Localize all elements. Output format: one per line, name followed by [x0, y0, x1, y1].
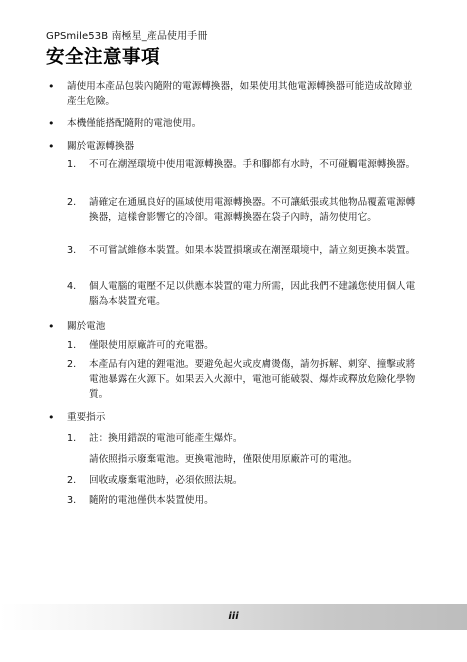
list-number: 2. — [67, 197, 77, 208]
list-item-text: 本產品有內建的鋰電池。要避免起火或皮膚燙傷，請勿拆解、刺穿、撞擊或將電池暴露在火源下。如果丟入火源中，電池可能破裂、爆炸或釋放危險化學物質。 — [89, 359, 416, 400]
list-number: 2. — [67, 359, 77, 370]
list-item-text: 註：換用錯誤的電池可能產生爆炸。 — [89, 433, 243, 444]
list-number: 1. — [67, 340, 77, 351]
bullet-text: 本機僅能搭配隨附的電池使用。 — [67, 118, 202, 129]
list-number: 3. — [67, 495, 77, 506]
section-heading-power-adapter: 關於電源轉換器 — [67, 141, 135, 152]
list-item-text: 隨附的電池僅供本裝置使用。 — [89, 495, 214, 506]
bullet-icon: • — [48, 320, 55, 333]
list-number: 4. — [67, 281, 77, 292]
list-item-text: 回收或廢棄電池時，必須依照法規。 — [89, 475, 243, 486]
list-item-text: 不可在潮溼環境中使用電源轉換器。手和腳都有水時，不可碰觸電源轉換器。 — [89, 159, 416, 170]
list-number: 1. — [67, 159, 77, 170]
list-item-text: 個人電腦的電壓不足以供應本裝置的電力所需，因此我們不建議您使用個人電腦為本裝置充電。 — [89, 281, 416, 307]
bullet-icon: • — [48, 411, 55, 424]
list-item-text: 不可嘗試維修本裝置。如果本裝置損壞或在潮溼環境中，請立刻更換本裝置。 — [89, 245, 416, 256]
bullet-icon: • — [48, 80, 55, 93]
bullet-icon: • — [48, 140, 55, 153]
list-item-text: 請確定在通風良好的區域使用電源轉換器。不可讓紙張或其他物品覆蓋電源轉換器，這樣會影響它的冷卻。電源轉換器在袋子內時，請勿使用它。 — [89, 197, 416, 223]
list-item-text: 僅限使用原廠許可的充電器。 — [89, 340, 214, 351]
list-number: 1. — [67, 433, 77, 444]
list-number: 3. — [67, 245, 77, 256]
page-title: 安全注意事項 — [46, 47, 161, 68]
section-heading-important: 重要指示 — [67, 412, 106, 423]
bullet-icon: • — [48, 117, 55, 130]
list-number: 2. — [67, 475, 77, 486]
section-heading-battery: 關於電池 — [67, 321, 106, 332]
running-header: GPSmile53B 南極星_產品使用手冊 — [46, 31, 208, 42]
bullet-text: 請使用本產品包裝內隨附的電源轉換器，如果使用其他電源轉換器可能造成故障並產生危險。 — [67, 81, 413, 107]
list-item-subtext: 請依照指示廢棄電池。更換電池時，僅限使用原廠許可的電池。 — [89, 454, 358, 465]
page-number: iii — [228, 611, 239, 622]
